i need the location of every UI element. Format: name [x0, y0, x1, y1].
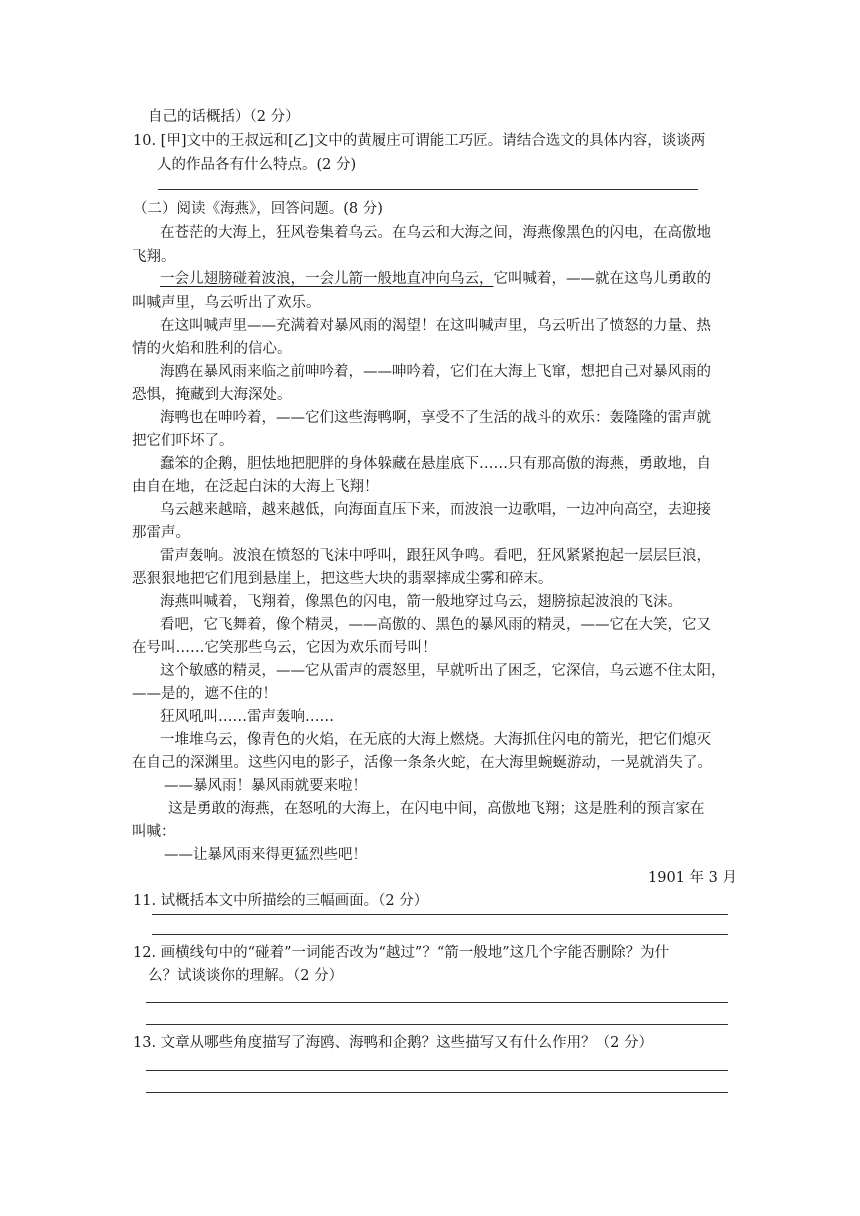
answer-line-q12-1[interactable] — [146, 1002, 728, 1003]
answer-line-q11-1[interactable] — [152, 914, 728, 915]
passage-p3-line-2: 情的火焰和胜利的信心。 — [132, 341, 292, 357]
passage-p7-line-1: 乌云越来越暗，越来越低，向海面直压下来，而波浪一边歌唱，一边冲向高空，去迎接 — [160, 502, 711, 518]
passage-p4-line-1: 海鸥在暴风雨来临之前呻吟着，——呻吟着，它们在大海上飞窜，想把自己对暴风雨的 — [160, 364, 711, 380]
passage-p8-line-1: 雷声轰响。波浪在愤怒的飞沫中呼叫，跟狂风争鸣。看吧，狂风紧紧抱起一层层巨浪， — [160, 548, 711, 564]
passage-p14: ——暴风雨！暴风雨就要来啦！ — [164, 778, 367, 794]
passage-p4-line-2: 恐惧，掩藏到大海深处。 — [132, 387, 292, 403]
passage-p16: ——让暴风雨来得更猛烈些吧！ — [164, 847, 367, 863]
passage-p10-line-1: 看吧，它飞舞着，像个精灵，——高傲的、黑色的暴风雨的精灵，——它在大笑，它又 — [160, 617, 711, 633]
passage-p3-line-1: 在这叫喊声里——充满着对暴风雨的渴望！在这叫喊声里，乌云听出了愤怒的力量、热 — [160, 318, 711, 334]
passage-p6-line-2: 由自在地，在泛起白沫的大海上飞翔！ — [132, 479, 379, 495]
continuation-text: 自己的话概括）（2 分） — [148, 109, 300, 125]
passage-p2-rest: 它叫喊着，——就在这鸟儿勇敢的 — [493, 271, 711, 287]
passage-p13-line-1: 一堆堆乌云，像青色的火焰，在无底的大海上燃烧。大海抓住闪电的箭光，把它们熄灭 — [160, 732, 711, 748]
answer-line-q13-1[interactable] — [146, 1070, 728, 1071]
underlined-sentence: 一会儿翅膀碰着波浪，一会儿箭一般地直冲向乌云， — [160, 271, 494, 287]
passage-p13-line-2: 在自己的深渊里。这些闪电的影子，活像一条条火蛇，在大海里蜿蜒游动，一晃就消失了。 — [132, 755, 712, 771]
passage-p8-line-2: 恶狠狠地把它们甩到悬崖上，把这些大块的翡翠摔成尘雾和碎末。 — [132, 571, 553, 587]
passage-p2-line-1 — [160, 268, 711, 290]
question-11: 11. 试概括本文中所描绘的三幅画面。（2 分） — [133, 893, 429, 909]
passage-p15-line-1: 这是勇敢的海燕，在怒吼的大海上，在闪电中间，高傲地飞翔；这是胜利的预言家在 — [168, 801, 705, 817]
answer-line-q11-2[interactable] — [152, 934, 728, 935]
answer-line-q13-2[interactable] — [146, 1092, 728, 1093]
passage-p12: 狂风吼叫……雷声轰响…… — [160, 709, 334, 725]
passage-p9: 海燕叫喊着，飞翔着，像黑色的闪电，箭一般地穿过乌云，翅膀掠起波浪的飞沫。 — [160, 594, 682, 610]
question-10-line-1: 10. [甲]文中的王叔远和[乙]文中的黄履庄可谓能工巧匠。请结合选文的具体内容，谈谈两 — [133, 133, 706, 149]
question-10-line-2: 人的作品各有什么特点。(2 分) — [157, 157, 357, 173]
passage-p10-line-2: 在号叫……它笑那些乌云，它因为欢乐而号叫！ — [132, 640, 437, 656]
passage-p6-line-1: 蠢笨的企鹅，胆怯地把肥胖的身体躲藏在悬崖底下……只有那高傲的海燕，勇敢地，自 — [160, 456, 711, 472]
section-2-heading: （二）阅读《海燕》，回答问题。(8 分) — [133, 201, 383, 217]
passage-p1-line-2: 飞翔。 — [132, 249, 176, 265]
passage-p5-line-2: 把它们吓坏了。 — [132, 433, 234, 449]
question-13: 13. 文章从哪些角度描写了海鸥、海鸭和企鹅？这些描写又有什么作用？（2 分） — [133, 1035, 654, 1051]
answer-line-q10[interactable] — [158, 189, 698, 190]
question-12-line-2: 么？试谈谈你的理解。（2 分） — [148, 968, 344, 984]
question-12-line-1: 12. 画横线句中的“碰着”一词能否改为“越过”？“箭一般地”这几个字能否删除？为什 — [133, 945, 670, 961]
passage-p2-line-2: 叫喊声里，乌云听出了欢乐。 — [132, 295, 321, 311]
passage-p7-line-2: 那雷声。 — [132, 525, 190, 541]
passage-p11-line-1: 这个敏感的精灵，——它从雷声的震怒里，早就听出了困乏，它深信，乌云遮不住太阳， — [160, 663, 726, 679]
passage-p15-line-2: 叫喊： — [132, 824, 176, 840]
passage-date: 1901 年 3 月 — [648, 870, 737, 886]
answer-line-q12-2[interactable] — [146, 1024, 728, 1025]
passage-p1-line-1: 在苍茫的大海上，狂风卷集着乌云。在乌云和大海之间，海燕像黑色的闪电，在高傲地 — [160, 225, 711, 241]
passage-p5-line-1: 海鸭也在呻吟着，——它们这些海鸭啊，享受不了生活的战斗的欢乐：轰隆隆的雷声就 — [160, 410, 711, 426]
passage-p11-line-2: ——是的，遮不住的！ — [132, 686, 277, 702]
